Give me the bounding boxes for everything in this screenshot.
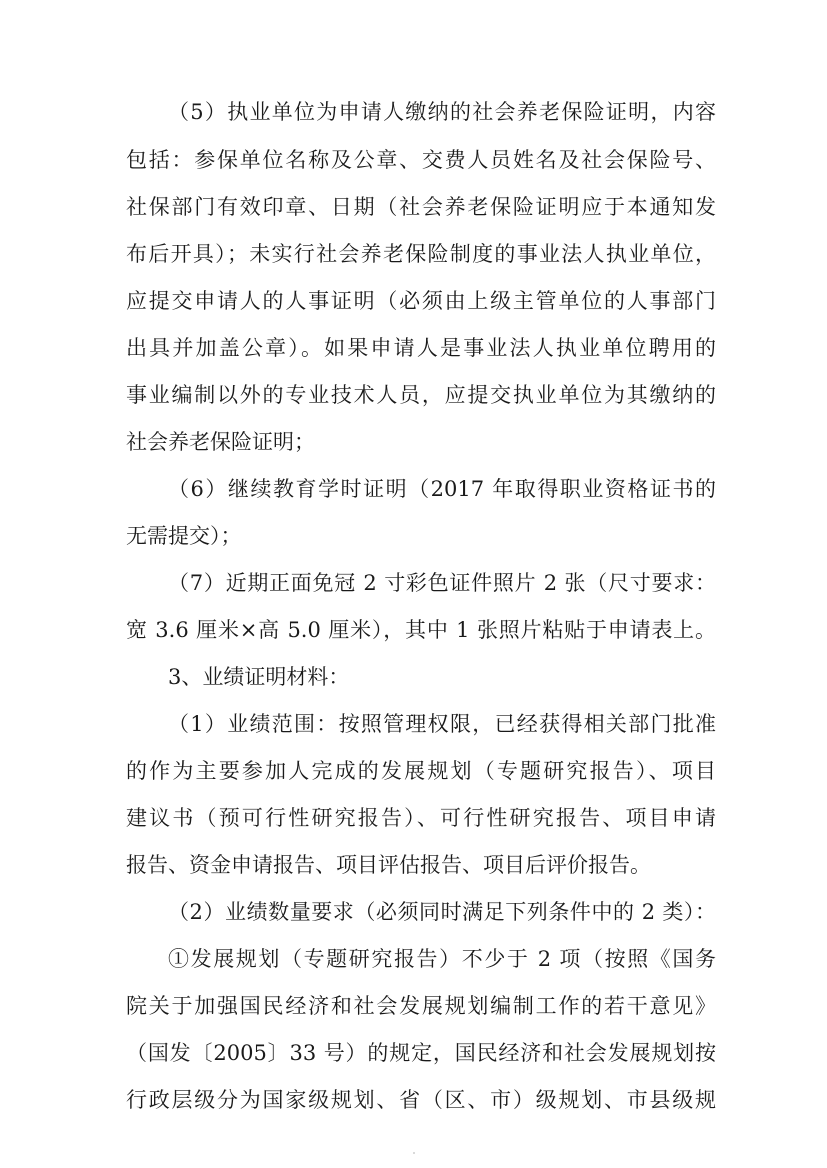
- text-line: 社保部门有效印章、日期（社会养老保险证明应于本通知发: [126, 195, 716, 219]
- text-line: 应提交申请人的人事证明（必须由上级主管单位的人事部门: [126, 289, 716, 313]
- text-line: （国发〔2005〕33 号）的规定，国民经济和社会发展规划按: [126, 1041, 716, 1065]
- text-line: 建议书（预可行性研究报告）、可行性研究报告、项目申请: [126, 806, 716, 830]
- scan-speck: [413, 1152, 415, 1154]
- text-line: 事业编制以外的专业技术人员，应提交执业单位为其缴纳的: [126, 383, 716, 407]
- text-line: 布后开具）；未实行社会养老保险制度的事业法人执业单位，: [126, 242, 716, 266]
- text-line: 社会养老保险证明；: [126, 430, 315, 454]
- text-line: （1）业绩范围：按照管理权限，已经获得相关部门批准: [168, 712, 716, 736]
- text-line: 宽 3.6 厘米×高 5.0 厘米），其中 1 张照片粘贴于申请表上。: [126, 618, 716, 642]
- text-line: （6）继续教育学时证明（2017 年取得职业资格证书的: [168, 477, 716, 501]
- text-line: （7）近期正面免冠 2 寸彩色证件照片 2 张（尺寸要求：: [168, 571, 716, 595]
- text-line: （5）执业单位为申请人缴纳的社会养老保险证明，内容: [168, 100, 716, 124]
- text-line: 报告、资金申请报告、项目评估报告、项目后评价报告。: [126, 853, 651, 877]
- text-line: 的作为主要参加人完成的发展规划（专题研究报告）、项目: [126, 759, 716, 783]
- section-heading: 3、业绩证明材料：: [168, 665, 350, 689]
- text-line: 院关于加强国民经济和社会发展规划编制工作的若干意见》: [126, 994, 716, 1018]
- text-line: （2）业绩数量要求（必须同时满足下列条件中的 2 类）：: [168, 900, 716, 924]
- text-line: ①发展规划（专题研究报告）不少于 2 项（按照《国务: [168, 947, 716, 971]
- text-line: 无需提交）；: [126, 524, 242, 548]
- text-line: 包括：参保单位名称及公章、交费人员姓名及社会保险号、: [126, 148, 716, 172]
- text-line: 出具并加盖公章）。如果申请人是事业法人执业单位聘用的: [126, 336, 716, 360]
- text-line: 行政层级分为国家级规划、省（区、市）级规划、市县级规: [126, 1088, 716, 1112]
